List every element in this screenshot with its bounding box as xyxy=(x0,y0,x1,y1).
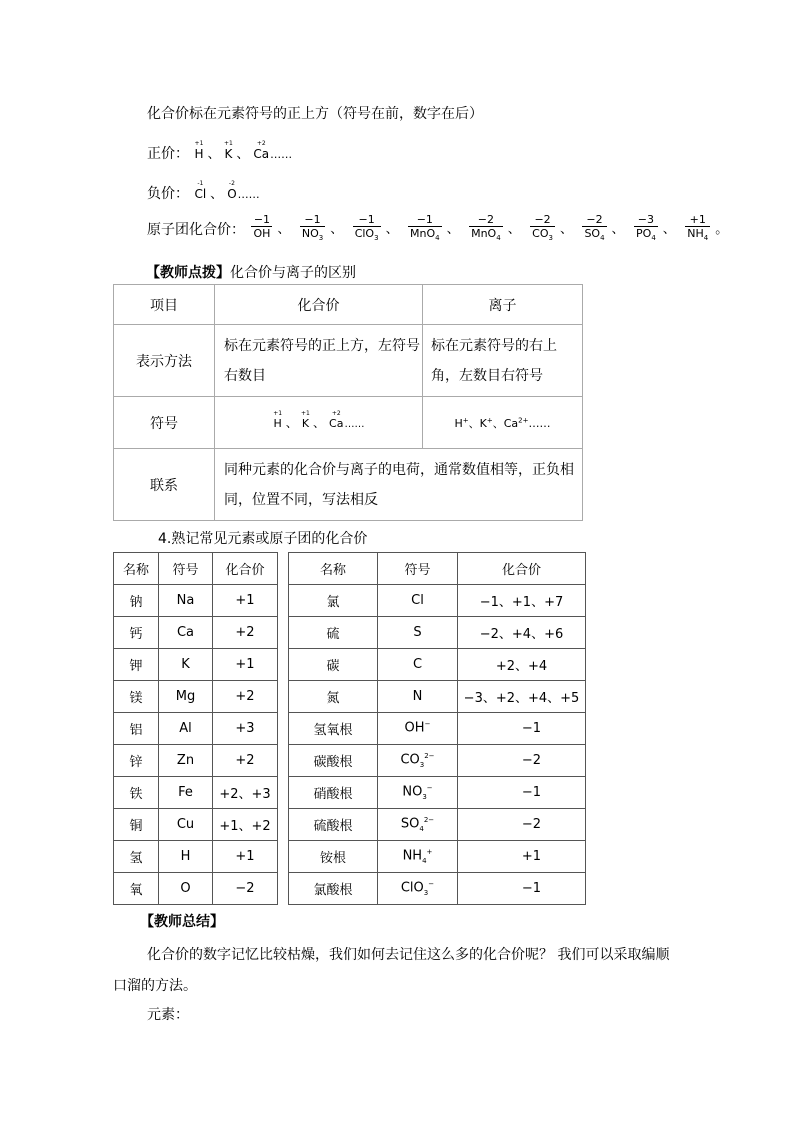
valence-symbol: +2 Ca xyxy=(253,140,270,161)
group-valence-line: 原子团化合价： $\frac{-1}{OH}$ 、 $\frac{-1}{NO_3}$ 、 $\frac{-1}{ClO_3}$ 、 $\frac{-1}{MnO_4}$ 、 $\frac{-2}{MnO_4}$ 、 $\frac{-2}{CO_3}$ 、 $\frac{-2}{SO_4}$ 、 $\frac{-3}{PO_4}$ 、 $\frac{+1}{NH_4}$ 。 xyxy=(147,213,731,245)
groups-label: 原子团化合价： xyxy=(147,222,245,239)
header-cell: 离子 xyxy=(423,285,583,325)
table-row: 钾 K +1 碳 C +2、+4 xyxy=(114,649,586,681)
table-row: 铝 Al +3 氢氧根 OH− −1 xyxy=(114,713,586,745)
table-row: 钠 Na +1 氯 Cl −1、+1、+7 xyxy=(114,585,586,617)
section-heading: 4.熟记常见元素或原子团的化合价 xyxy=(158,531,368,547)
teacher-tip-heading: 【教师点拨】化合价与离子的区别 xyxy=(146,265,356,281)
header-cell: 名称 xyxy=(289,553,378,585)
ion-notation-cell: H+、K+、$Ca^{2+}\dots\dots$ xyxy=(423,397,583,449)
negative-valence-line: 负价： -1 Cl 、 -2 O…… xyxy=(147,180,260,202)
cell: 标在元素符号的正上方，左符号右数目 xyxy=(215,325,423,397)
radical-valence: $\frac{-1}{NO_3}$ xyxy=(301,213,324,243)
table-row: 锌 Zn +2 碳酸根 $CO_3^{2-}$ −2 xyxy=(114,745,586,777)
valence-table xyxy=(113,552,586,905)
element-label: 元素： xyxy=(147,1007,189,1023)
radical-valence: $\frac{-3}{PO_4}$ xyxy=(636,213,656,243)
valence-notation-cell: +1 H 、 +1 K 、 +2 Ca…… xyxy=(215,397,423,449)
intro-text: 化合价标在元素符号的正上方（符号在前，数字在后） xyxy=(147,106,483,122)
table-gap xyxy=(278,553,289,905)
table-row: 氢 H +1 铵根 $NH_4^+$ +1 xyxy=(114,841,586,873)
positive-valence-line: 正价： +1 H 、 +1 K 、 +2 Ca…… xyxy=(147,140,293,162)
header-cell: 化合价 xyxy=(458,553,586,585)
row-label: 联系 xyxy=(114,449,215,521)
header-cell: 化合价 xyxy=(213,553,278,585)
table-row: 铜 Cu +1、+2 硫酸根 $SO_4^{2-}$ −2 xyxy=(114,809,586,841)
header-cell: 符号 xyxy=(378,553,458,585)
comparison-table xyxy=(113,284,583,521)
row-label: 表示方法 xyxy=(114,325,215,397)
radical-valence: $\frac{-2}{MnO_4}$ xyxy=(471,213,501,243)
cell: 同种元素的化合价与离子的电荷，通常数值相等，正负相同，位置不同，写法相反 xyxy=(215,449,583,521)
radical-valence: $\frac{-1}{ClO_3}$ xyxy=(354,213,379,243)
table-row: 镁 Mg +2 氮 N −3、+2、+4、+5 xyxy=(114,681,586,713)
negative-label: 负价： xyxy=(147,186,189,202)
valence-symbol: -1 Cl xyxy=(194,180,207,201)
positive-label: 正价： xyxy=(147,146,189,162)
cell: 标在元素符号的右上角，左数目右符号 xyxy=(423,325,583,397)
row-label: 符号 xyxy=(114,397,215,449)
header-cell: 符号 xyxy=(159,553,213,585)
radical-valence: $\frac{-1}{MnO_4}$ xyxy=(410,213,440,243)
header-cell: 化合价 xyxy=(215,285,423,325)
table-row: 钙 Ca +2 硫 S −2、+4、+6 xyxy=(114,617,586,649)
radical-valence: $\frac{-2}{SO_4}$ xyxy=(584,213,605,243)
header-cell: 名称 xyxy=(114,553,159,585)
header-cell: 项目 xyxy=(114,285,215,325)
table-row: 铁 Fe +2、+3 硝酸根 $NO_3^-$ −1 xyxy=(114,777,586,809)
valence-symbol: -2 O xyxy=(227,180,237,201)
valence-symbol: +1 K xyxy=(224,140,233,161)
radical-valence: $\frac{+1}{NH_4}$ xyxy=(687,213,709,243)
radical-valence: $\frac{-1}{OH}$ xyxy=(253,213,271,240)
table-row: 氧 O −2 氯酸根 ClO$_3$− −1 xyxy=(114,873,586,905)
summary-paragraph: 化合价的数字记忆比较枯燥，我们如何去记住这么多的化合价呢？ 我们可以采取编顺口溜的方法。 xyxy=(113,947,670,994)
teacher-summary-heading: 【教师总结】 xyxy=(140,914,224,930)
valence-symbol: +1 H xyxy=(194,140,204,161)
radical-valence: $\frac{-2}{CO_3}$ xyxy=(532,213,553,243)
